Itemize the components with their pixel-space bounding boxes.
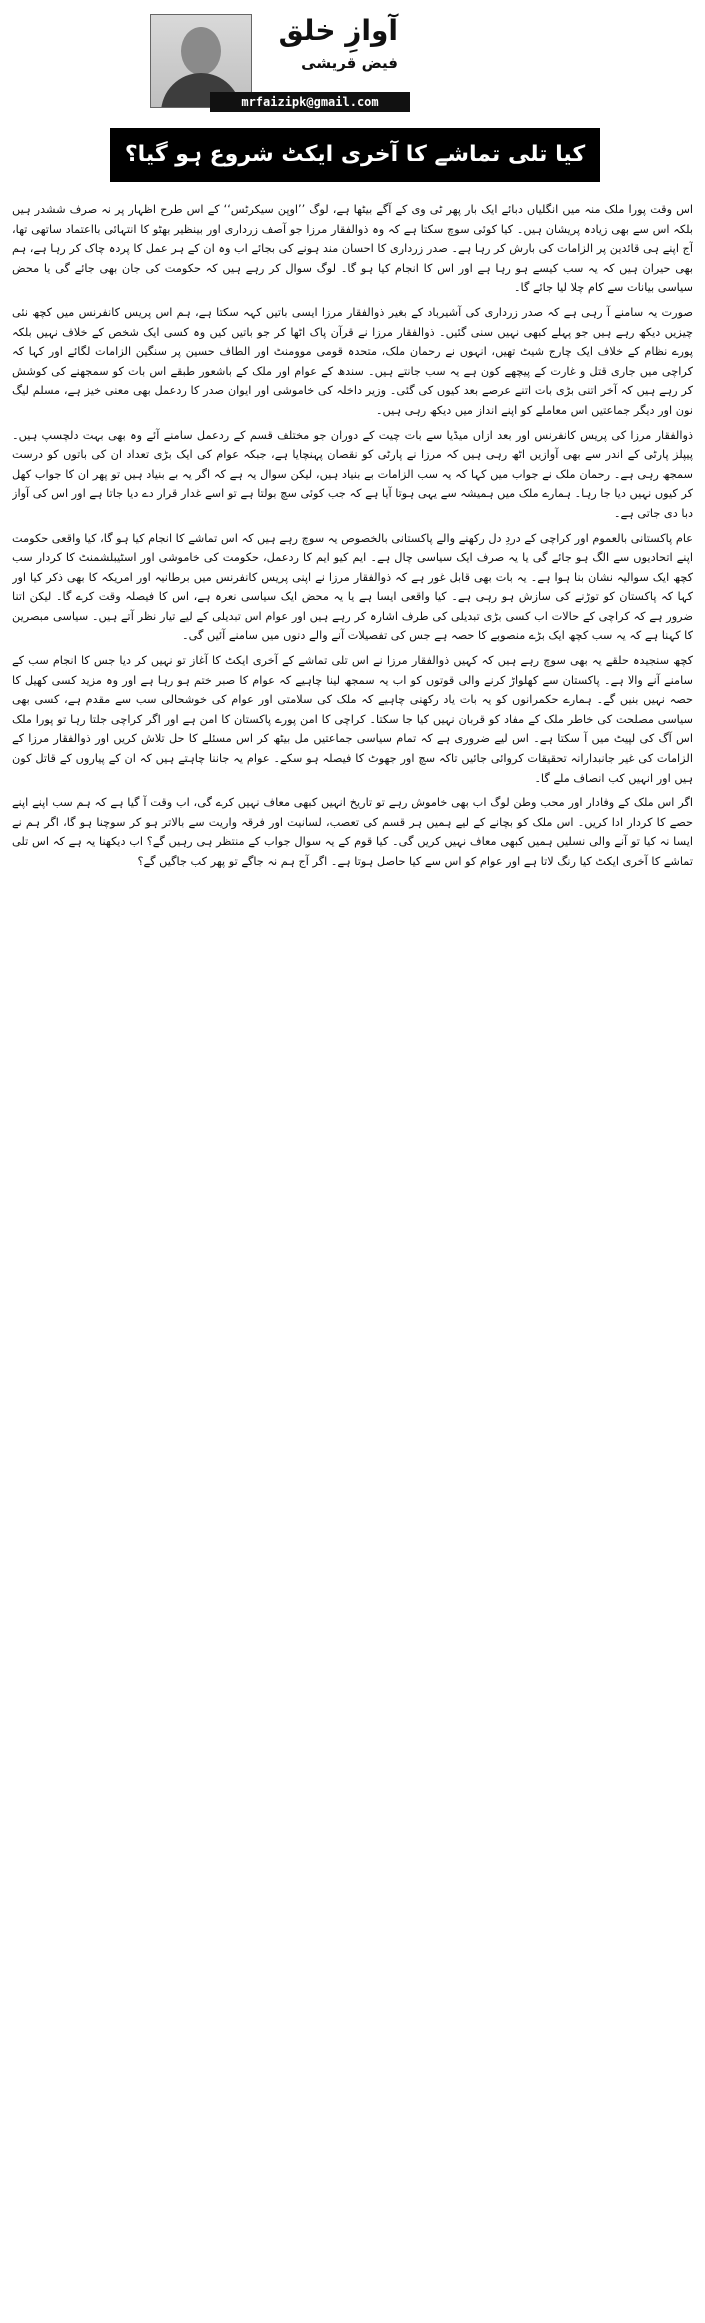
article-title: کیا تلی تماشے کا آخری ایکٹ شروع ہو گیا؟ [110,128,600,182]
author-face-shape [181,27,221,75]
paragraph: اگر اس ملک کے وفادار اور محب وطن لوگ اب بھی خاموش رہے تو تاریخ انہیں کبھی معاف نہیں کرے گی، اب وقت آ گیا ہے کہ ہم سب اپنے اپنے حصے کا کردار ادا کریں۔ اس ملک کو بچانے کے لیے ہمیں ہر قسم کی تعصب، لسانیت اور فرقہ واریت سے بالاتر ہو کر سوچنا ہو گا، اگر ہم نے ایسا نہ کیا تو آنے والی نسلیں ہمیں کبھی معاف نہیں کریں گی۔ کیا قوم کے یہ سوال جواب کے منتظر ہی رہیں گے؟ اب دیکھنا یہ ہے کہ اس تلی تماشے کا آخری ایکٹ کیا رنگ لاتا ہے اور عوام کو اس سے کیا حاصل ہوتا ہے۔ اگر آج ہم نہ جاگے تو پھر کب جاگیں گے؟ [12,796,693,868]
paragraph: صورت یہ سامنے آ رہی ہے کہ صدر زرداری کی آشیرباد کے بغیر ذوالفقار مرزا ایسی باتیں کہہ سکتا ہے، ہم اس پریس کانفرنس میں کچھ نئی چیزیں دیکھ رہے ہیں جو پہلے کبھی نہیں سنی گئیں۔ ذوالفقار مرزا نے قرآن پاک اٹھا کر جو باتیں کیں وہ کسی ایک شخص کے خلاف نہیں بلکہ پورے نظام کے خلاف ایک چارج شیٹ تھیں، انہوں نے رحمان ملک، متحدہ قومی موومنٹ اور الطاف حسین پر سنگین الزامات لگائے اور کہا کہ کراچی میں جاری قتل و غارت کے پیچھے کون ہے یہ سب جانتے ہیں۔ سندھ کے عوام اور ملک کے باشعور طبقے اس بات کو سمجھنے کی کوشش کر رہے ہیں کہ آخر اتنی بڑی بات اتنے عرصے بعد کیوں کی گئی۔ وزیر داخلہ کی خاموشی اور ایوان صدر کا ردعمل بھی معنی خیز ہے، مسلم لیگ نون اور دیگر جماعتیں اس معاملے کو اپنے انداز میں دیکھ رہی ہیں۔ [12,305,693,417]
paragraph: کچھ سنجیدہ حلقے یہ بھی سوچ رہے ہیں کہ کہیں ذوالفقار مرزا نے اس تلی تماشے کے آخری ایکٹ کا آغاز تو نہیں کر دیا جس کا انجام سب کے سامنے آنے والا ہے۔ پاکستان سے کھلواڑ کرنے والی قوتوں کو اب یہ سمجھ لینا چاہیے کہ عوام کا صبر ختم ہو رہا ہے اور وہ مزید کسی کھیل کا حصہ نہیں بنیں گے۔ ہمارے حکمرانوں کو یہ بات یاد رکھنی چاہیے کہ ملک کی سلامتی اور عوام کی خوشحالی سب سے مقدم ہے، کسی بھی سیاسی مصلحت کی خاطر ملک کے مفاد کو قربان نہیں کیا جا سکتا۔ کراچی کا امن پورے پاکستان کا امن ہے اور اگر کراچی جلتا رہا تو پورا ملک اس آگ کی لپیٹ میں آ سکتا ہے۔ اس لیے ضروری ہے کہ تمام سیاسی جماعتیں مل بیٹھ کر اس مسئلے کا حل تلاش کریں اور ذوالفقار مرزا کے الزامات کی غیر جانبدارانہ تحقیقات کروائی جائیں تاکہ سچ اور جھوٹ کا فیصلہ ہو سکے۔ عوام یہ جاننا چاہتے ہیں کہ ان کے پیاروں کے قاتل کون ہیں اور انہیں کب انصاف ملے گا۔ [12,654,693,785]
column-name: آوازِ خلق [278,14,398,47]
author-email: mrfaizipk@gmail.com [210,92,410,112]
article-body [12,200,693,2312]
paragraph: عام پاکستانی بالعموم اور کراچی کے دردِ دل رکھنے والے پاکستانی بالخصوص یہ سوچ رہے ہیں کہ اس تماشے کا انجام کیا ہو گا، کیا واقعی حکومت اپنے اتحادیوں سے الگ ہو جائے گی یا یہ صرف ایک سیاسی چال ہے۔ ایم کیو ایم کا ردعمل، حکومت کی خاموشی اور اسٹیبلشمنٹ کا کردار سب کچھ ایک سوالیہ نشان بنا ہوا ہے۔ یہ بات بھی قابل غور ہے کہ ذوالفقار مرزا نے اپنی پریس کانفرنس میں برطانیہ اور امریکہ کا بھی ذکر کیا اور کہا کہ پاکستان کو توڑنے کی سازش ہو رہی ہے۔ کیا واقعی ایسا ہے یا یہ محض ایک سیاسی نعرہ ہے، اس کا فیصلہ وقت کرے گا۔ لیکن اتنا ضرور ہے کہ کراچی کے حالات اب کسی بڑی تبدیلی کی طرف اشارہ کر رہے ہیں اور عوام اس تبدیلی کے لیے تیار نظر آتے ہیں۔ سیاسی مبصرین کا کہنا ہے کہ یہ سب کچھ ایک بڑے منصوبے کا حصہ ہے جس کی تفصیلات آنے والے دنوں میں سامنے آئیں گی۔ [12,531,693,643]
author-name: فیض قریشی [301,54,398,72]
paragraph: ذوالفقار مرزا کی پریس کانفرنس اور بعد ازاں میڈیا سے بات چیت کے دوران جو مختلف قسم کے ردعمل سامنے آئے وہ بھی بہت دلچسپ ہیں۔ پیپلز پارٹی کے اندر سے بھی آوازیں اٹھ رہی ہیں کہ مرزا نے پارٹی کو نقصان پہنچایا ہے، جبکہ عوام کی ایک بڑی تعداد ان کی باتوں کو درست سمجھ رہی ہے۔ رحمان ملک نے جواب میں کہا کہ یہ سب الزامات بے بنیاد ہیں، لیکن سوال یہ ہے کہ اگر یہ بے بنیاد ہیں تو پھر ان کا جواب کھل کر کیوں نہیں دیا جا رہا۔ ہمارے ملک میں ہمیشہ سے یہی ہوتا آیا ہے کہ جب کوئی سچ بولتا ہے تو اسے غدار قرار دے دیا جاتا ہے اور اس کی آواز دبا دی جاتی ہے۔ [12,428,693,520]
column-header [150,14,410,114]
paragraph: اس وقت پورا ملک منہ میں انگلیاں دبائے ایک بار پھر ٹی وی کے آگے بیٹھا ہے، لوگ ’’اوپن سیکرٹس‘‘ کے اس طرح اظہار پر نہ صرف ششدر ہیں بلکہ اس سے بھی زیادہ پریشان ہیں۔ کیا کوئی سوچ سکتا ہے کہ وہ ذوالفقار مرزا جو آصف زرداری اور بینظیر بھٹو کا انتہائی بااعتماد ساتھی تھا، آج اپنے ہی قائدین پر الزامات کی بارش کر رہا ہے۔ صدر زرداری کا احسان مند ہونے کی بجائے اب وہ ان کے ہر عمل کا پردہ چاک کر رہا ہے، ہم بھی حیران ہیں کہ یہ سب کیسے ہو رہا ہے اور اس کا انجام کیا ہو گا۔ لوگ سوال کر رہے ہیں کہ حکومت کی جان بھی جائے گی یا محض سیاسی بیانات سے کام چلا لیا جائے گا۔ [12,203,693,295]
